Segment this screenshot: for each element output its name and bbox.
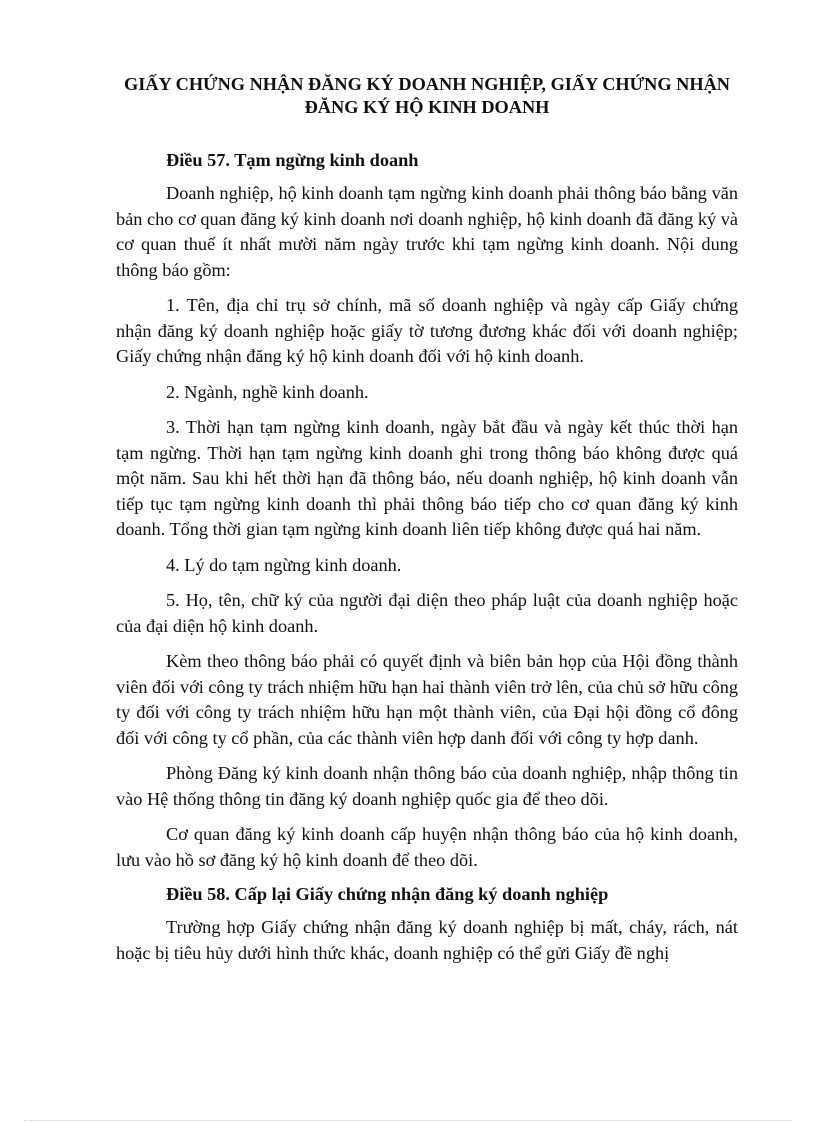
article-57-title: Điều 57. Tạm ngừng kinh doanh — [166, 150, 419, 170]
article-58-title: Điều 58. Cấp lại Giấy chứng nhận đăng ký doanh nghiệp — [166, 884, 609, 904]
article-57-paragraph: Kèm theo thông báo phải có quyết định và biên bản họp của Hội đồng thành viên đối với công ty trách nhiệm hữu hạn hai thành viên trở lên, của chủ sở hữu công ty đối với công ty trách nhiệm hữu hạn một thành viên, của Đại hội đồng cổ đông đối với công ty cổ phần, của các thành viên hợp danh đối với công ty hợp danh. — [116, 651, 738, 748]
article-57-paragraph: Doanh nghiệp, hộ kinh doanh tạm ngừng kinh doanh phải thông báo bằng văn bản cho cơ quan đăng ký kinh doanh nơi doanh nghiệp, hộ kinh doanh đã đăng ký và cơ quan thuế ít nhất mười năm ngày trước khi tạm ngừng kinh doanh. Nội dung thông báo gồm: — [116, 183, 738, 280]
article-57-item-2: 2. Ngành, nghề kinh doanh. — [166, 381, 369, 402]
document-body — [116, 73, 738, 976]
article-57-paragraph: Phòng Đăng ký kinh doanh nhận thông báo của doanh nghiệp, nhập thông tin vào Hệ thống thông tin đăng ký doanh nghiệp quốc gia để theo dõi. — [116, 763, 738, 809]
chapter-heading: GIẤY CHỨNG NHẬN ĐĂNG KÝ DOANH NGHIỆP, GIẤY CHỨNG NHẬN ĐĂNG KÝ HỘ KINH DOANH — [124, 74, 730, 117]
article-57-item-4: 4. Lý do tạm ngừng kinh doanh. — [166, 554, 402, 575]
page-bottom-divider — [24, 1120, 792, 1121]
article-57-item-5: 5. Họ, tên, chữ ký của người đại diện theo pháp luật của doanh nghiệp hoặc của đại diện hộ kinh doanh. — [116, 590, 738, 636]
article-57-paragraph: Cơ quan đăng ký kinh doanh cấp huyện nhận thông báo của hộ kinh doanh, lưu vào hồ sơ đăng ký hộ kinh doanh để theo dõi. — [116, 824, 738, 870]
article-58-paragraph: Trường hợp Giấy chứng nhận đăng ký doanh nghiệp bị mất, cháy, rách, nát hoặc bị tiêu hủy dưới hình thức khác, doanh nghiệp có thể gửi Giấy đề nghị — [116, 917, 738, 963]
article-57-item-3: 3. Thời hạn tạm ngừng kinh doanh, ngày bắt đầu và ngày kết thúc thời hạn tạm ngừng. Thời hạn tạm ngừng kinh doanh ghi trong thông báo không được quá một năm. Sau khi hết thời hạn đã thông báo, nếu doanh nghiệp, hộ kinh doanh vẫn tiếp tục tạm ngừng kinh doanh thì phải thông báo tiếp cho cơ quan đăng ký kinh doanh. Tổng thời gian tạm ngừng kinh doanh liên tiếp không được quá hai năm. — [116, 417, 738, 539]
article-57-item-1: 1. Tên, địa chỉ trụ sở chính, mã số doanh nghiệp và ngày cấp Giấy chứng nhận đăng ký doanh nghiệp hoặc giấy tờ tương đương khác đối với doanh nghiệp; Giấy chứng nhận đăng ký hộ kinh doanh đối với hộ kinh doanh. — [116, 295, 738, 366]
